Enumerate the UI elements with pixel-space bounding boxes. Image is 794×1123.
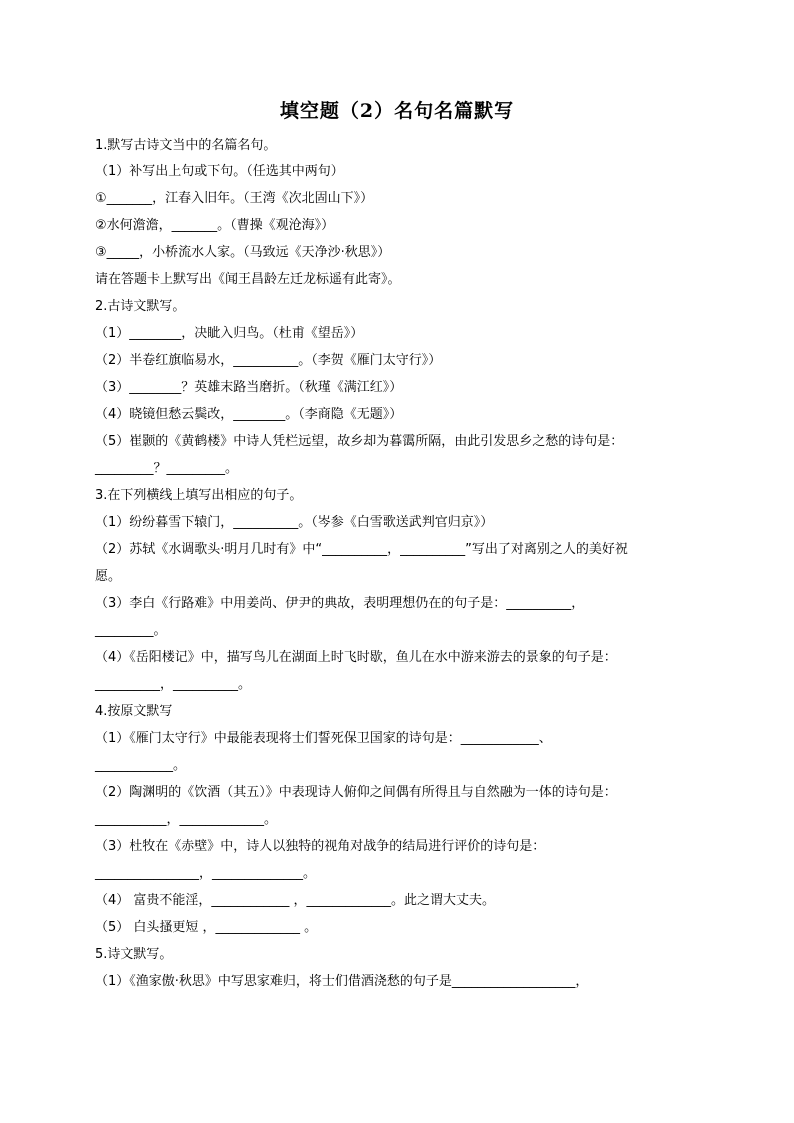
question-line: （1）纷纷暮雪下辕门，__________。（岑参《白雪歌送武判官归京》）: [95, 515, 494, 530]
question-line: （4）《岳阳楼记》中，描写鸟儿在湖面上时飞时歇，鱼儿在水中游来游去的景象的句子是：: [95, 650, 617, 665]
question-line: 5.诗文默写。: [95, 947, 173, 962]
question-line: 愿。: [95, 569, 122, 584]
question-line: 2.古诗文默写。: [95, 299, 186, 314]
question-line: （1）《雁门太守行》中最能表现将士们誓死保卫国家的诗句是：____________、: [95, 731, 552, 746]
question-line: （1）________，决眦入归鸟。（杜甫《望岳》）: [95, 326, 364, 341]
question-line: ②水何澹澹，_______。（曹操《观沧海》）: [95, 218, 335, 233]
question-line: 3.在下列横线上填写出相应的句子。: [95, 488, 303, 503]
question-line: 1.默写古诗文当中的名篇名句。: [95, 138, 277, 153]
question-line: _________。: [95, 623, 167, 638]
question-line: ③_____，小桥流水人家。（马致远《天净沙·秋思》）: [95, 245, 391, 260]
question-line: （3）李白《行路难》中用姜尚、伊尹的典故，表明理想仍在的句子是：__________，: [95, 596, 585, 611]
question-line: （4） 富贵不能淫，____________ ，_____________。此之谓大丈夫。: [95, 893, 496, 908]
question-line: ___________，_____________。: [95, 812, 278, 827]
question-line: 4.按原文默写: [95, 704, 173, 719]
question-line: （1）《渔家傲·秋思》中写思家难归，将士们借酒浇愁的句子是___________________，: [95, 974, 589, 989]
question-line: （4）晓镜但愁云鬓改，________。（李商隐《无题》）: [95, 407, 403, 422]
page-title: 填空题（2）名句名篇默写: [279, 100, 515, 122]
question-line: （1）补写出上句或下句。（任选其中两句）: [95, 164, 344, 179]
question-line: （2）苏轼《水调歌头·明月几时有》中“__________，__________”写出了对离别之人的美好祝: [95, 542, 628, 557]
question-line: （3）________？英雄末路当磨折。（秋瑾《满江红》）: [95, 380, 403, 395]
question-line: （5）崔颢的《黄鹤楼》中诗人凭栏远望，故乡却为暮霭所隔，由此引发思乡之愁的诗句是：: [95, 434, 624, 449]
question-line: （3）杜牧在《赤壁》中，诗人以独特的视角对战争的结局进行评价的诗句是：: [95, 839, 546, 854]
question-line: _________？_________。: [95, 461, 239, 476]
question-line: （2）陶渊明的《饮酒（其五）》中表现诗人俯仰之间偶有所得且与自然融为一体的诗句是：: [95, 785, 617, 800]
question-line: __________，__________。: [95, 677, 252, 692]
question-line: 请在答题卡上默写出《闻王昌龄左迁龙标遥有此寄》。: [95, 272, 401, 287]
question-line: ①_______，江春入旧年。（王湾《次北固山下》）: [95, 191, 374, 206]
question-line: ____________。: [95, 758, 187, 773]
question-line: ________________，______________。: [95, 866, 317, 881]
question-line: （5） 白头搔更短 ，_____________ 。: [95, 920, 318, 935]
question-line: （2）半卷红旗临易水，__________。（李贺《雁门太守行》）: [95, 353, 442, 368]
